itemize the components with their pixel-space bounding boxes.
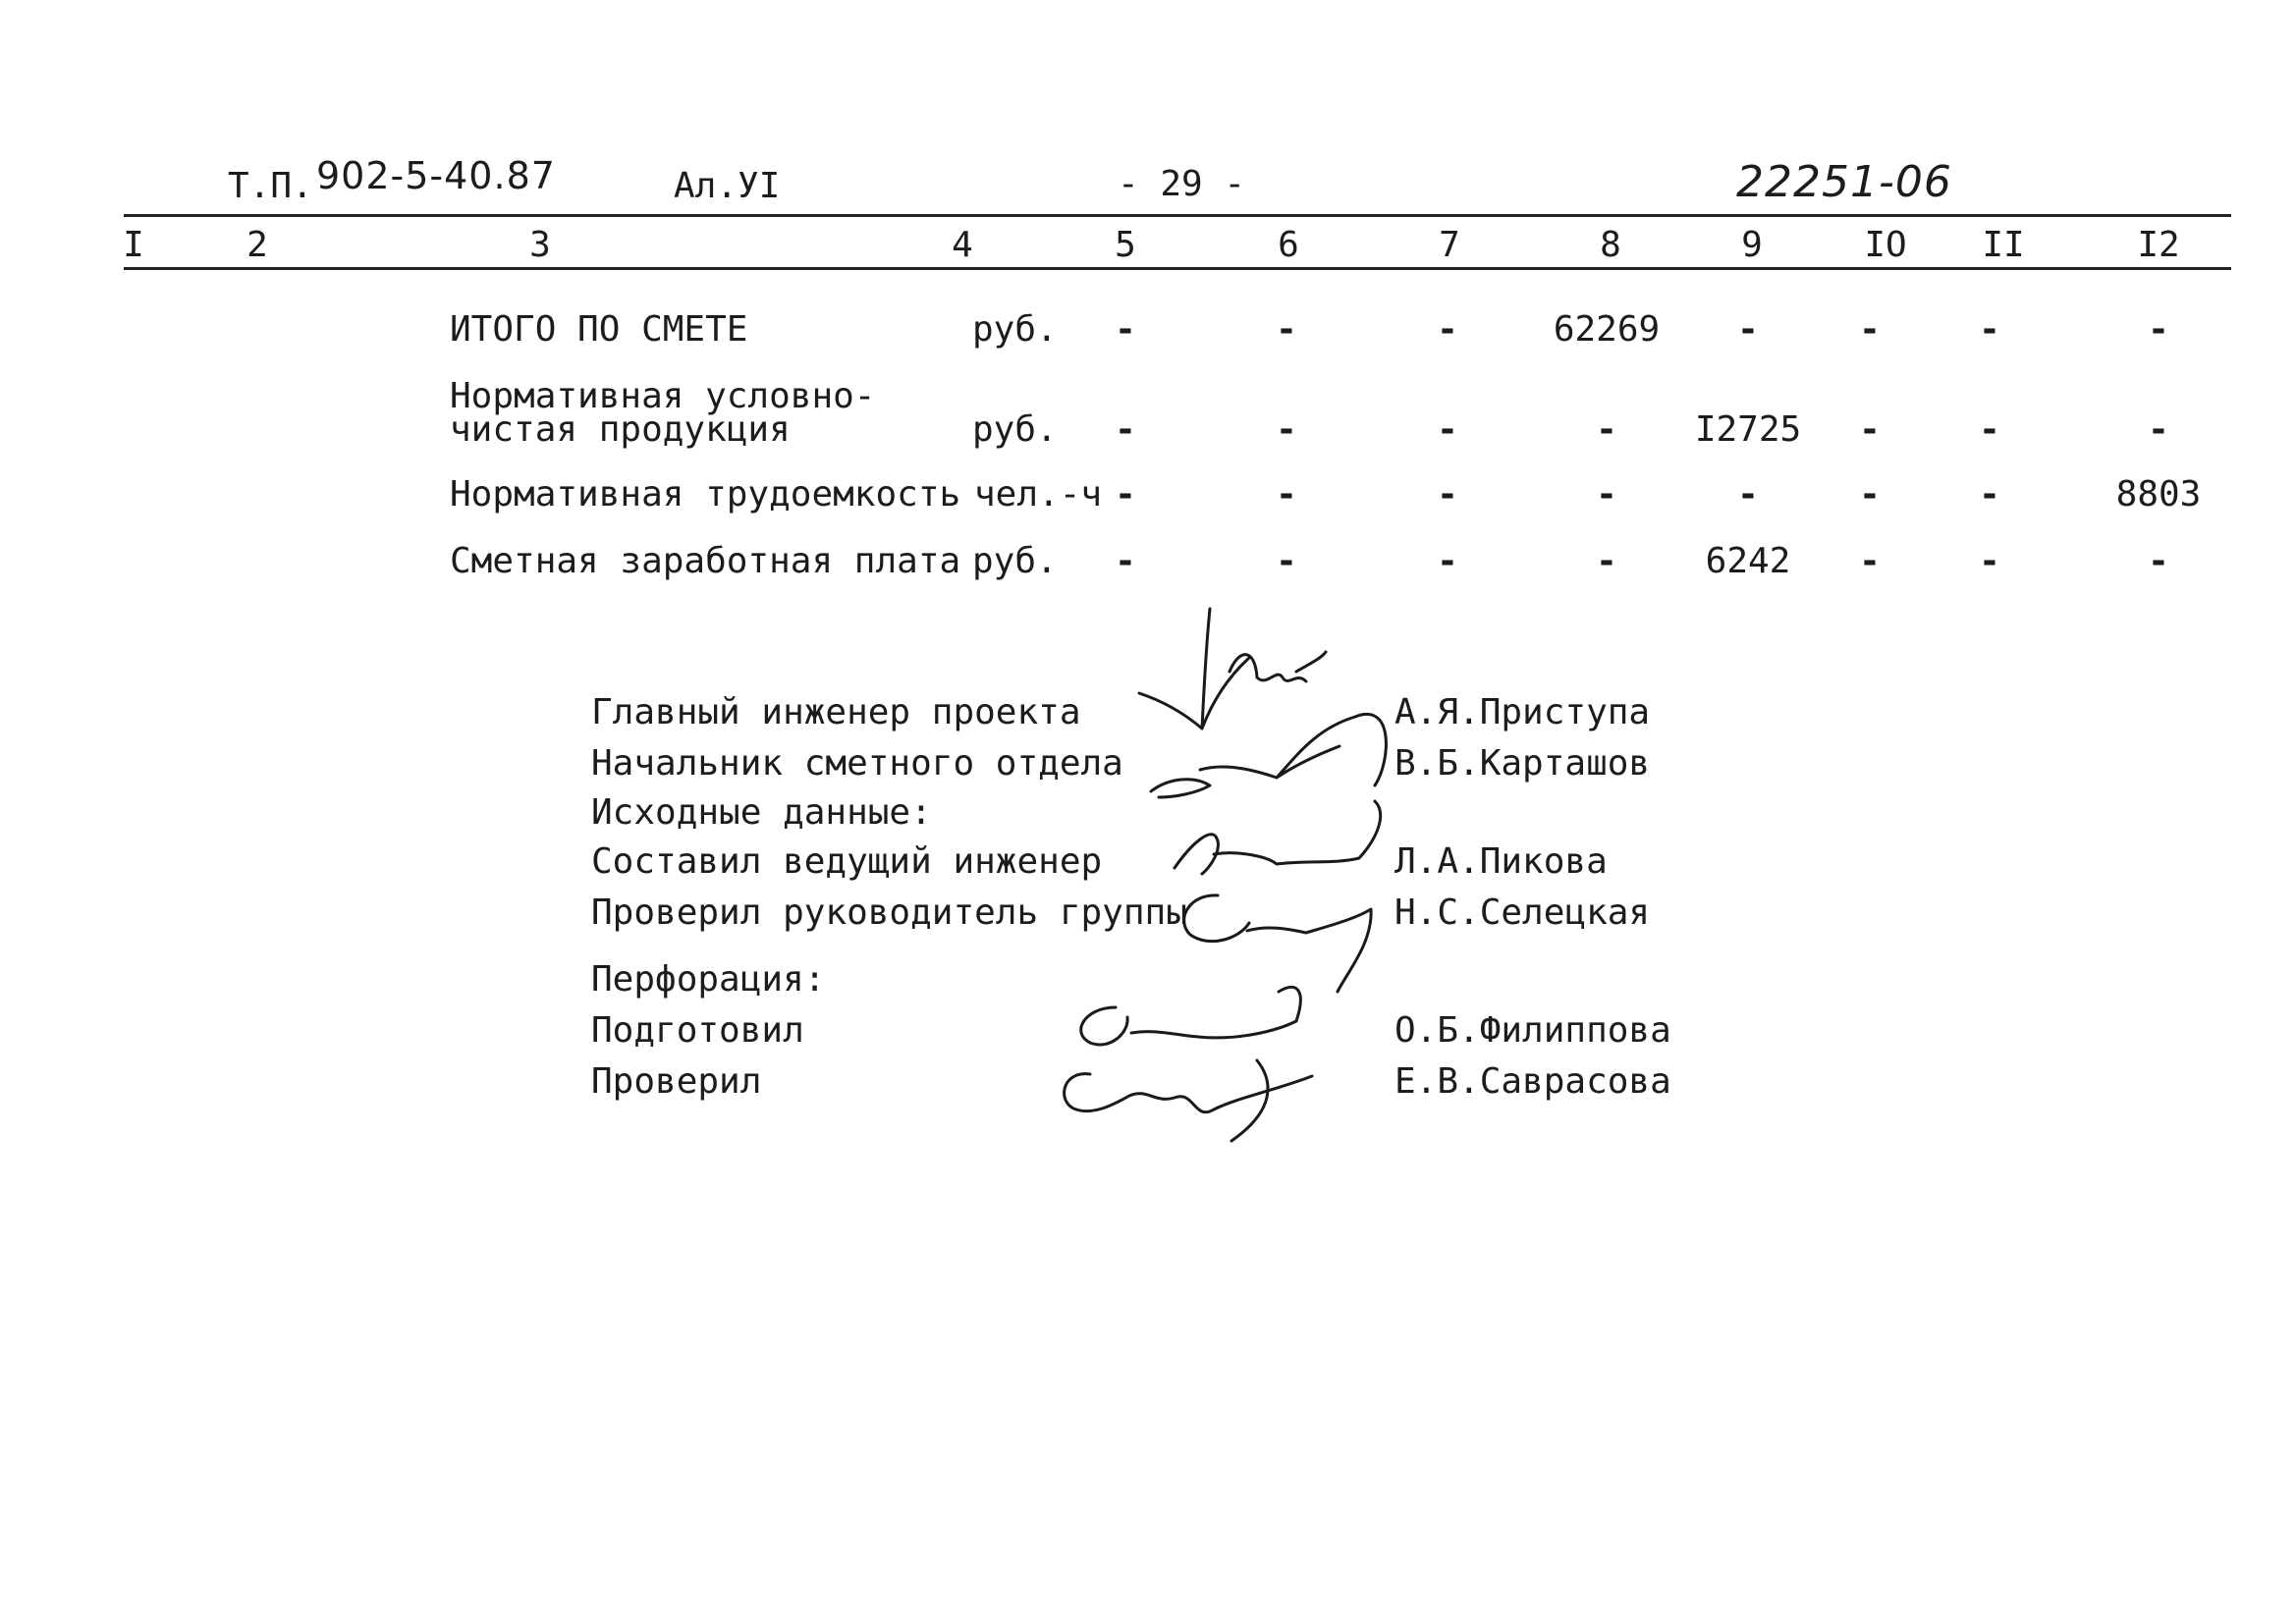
signature-mark (1081, 987, 1301, 1045)
signature-mark (1184, 895, 1371, 992)
table-cell: - (1115, 474, 1136, 514)
signature-role: Главный инженер проекта (591, 692, 1081, 732)
row-unit: руб. (972, 541, 1058, 581)
signatory-name: Е.В.Саврасова (1394, 1061, 1671, 1102)
table-cell: - (1437, 541, 1458, 581)
row-unit: чел.-ч (974, 474, 1103, 514)
signatory-name: Н.С.Селецкая (1394, 893, 1651, 933)
signature-mark (1139, 609, 1326, 729)
table-cell: - (1737, 474, 1759, 514)
sheet-code: 22251-06 (1736, 157, 1952, 207)
table-cell: - (1276, 541, 1297, 581)
column-number: I2 (2137, 225, 2180, 265)
table-cell: - (1979, 309, 2000, 350)
table-cell: - (1276, 309, 1297, 350)
table-cell: - (1596, 541, 1617, 581)
table-cell: - (1979, 409, 2000, 450)
table-cell: - (2148, 409, 2169, 450)
row-unit: руб. (972, 409, 1058, 450)
column-number: 9 (1741, 225, 1763, 265)
row-unit: руб. (972, 309, 1058, 350)
signature-role: Составил ведущий инженер (591, 841, 1103, 882)
column-number: II (1982, 225, 2025, 265)
column-number: 4 (952, 225, 973, 265)
album-label: Ал.УI (674, 166, 781, 206)
table-cell: - (1276, 409, 1297, 450)
column-number: 8 (1600, 225, 1621, 265)
column-number: I (123, 225, 144, 265)
column-number: 2 (246, 225, 268, 265)
table-cell: - (1859, 309, 1881, 350)
signature-mark (1065, 1060, 1312, 1141)
signatory-name: В.Б.Карташов (1394, 743, 1651, 784)
table-cell: - (1737, 309, 1759, 350)
table-cell: - (1859, 409, 1881, 450)
signature-section-heading: Перфорация: (591, 959, 826, 1000)
signatory-name: О.Б.Филиппова (1394, 1010, 1671, 1051)
doc-number: 902-5-40.87 (316, 154, 556, 197)
table-cell: - (1979, 541, 2000, 581)
row-label: ИТОГО ПО СМЕТЕ (450, 309, 748, 350)
row-label: Нормативная трудоемкость (450, 474, 961, 514)
table-cell: - (1115, 309, 1136, 350)
table-cell: - (1115, 541, 1136, 581)
table-cell: - (1115, 409, 1136, 450)
table-cell: - (1437, 409, 1458, 450)
table-cell: - (1596, 409, 1617, 450)
table-cell: - (1437, 474, 1458, 514)
table-cell: 6242 (1705, 541, 1791, 581)
signature-role: Проверил (591, 1061, 762, 1102)
table-cell: - (1859, 474, 1881, 514)
column-number: 6 (1278, 225, 1299, 265)
column-number: IO (1864, 225, 1907, 265)
column-number: 7 (1439, 225, 1460, 265)
signatory-name: Л.А.Пикова (1394, 841, 1608, 882)
table-cell: 8803 (2115, 474, 2202, 514)
signature-mark (1175, 801, 1381, 874)
column-number: 3 (529, 225, 551, 265)
table-cell: - (1859, 541, 1881, 581)
table-cell: - (1276, 474, 1297, 514)
table-cell: - (1437, 309, 1458, 350)
signatory-name: А.Я.Приступа (1394, 692, 1651, 732)
table-cell: - (1596, 474, 1617, 514)
page-number: - 29 - (1118, 164, 1246, 204)
table-cell: - (1979, 474, 2000, 514)
table-cell: 62269 (1553, 309, 1661, 350)
row-label: Нормативная условно- (450, 376, 876, 416)
column-number: 5 (1115, 225, 1136, 265)
signature-mark (1151, 714, 1386, 797)
signature-section-heading: Исходные данные: (591, 792, 932, 833)
table-cell: - (2148, 309, 2169, 350)
signature-role: Подготовил (591, 1010, 804, 1051)
signature-role: Начальник сметного отдела (591, 743, 1123, 784)
table-cell: I2725 (1694, 409, 1802, 450)
row-label: чистая продукция (450, 409, 791, 450)
row-label: Сметная заработная плата (450, 541, 961, 581)
signature-role: Проверил руководитель группы (591, 893, 1187, 933)
doc-code: Т.П. (228, 166, 313, 206)
table-cell: - (2148, 541, 2169, 581)
